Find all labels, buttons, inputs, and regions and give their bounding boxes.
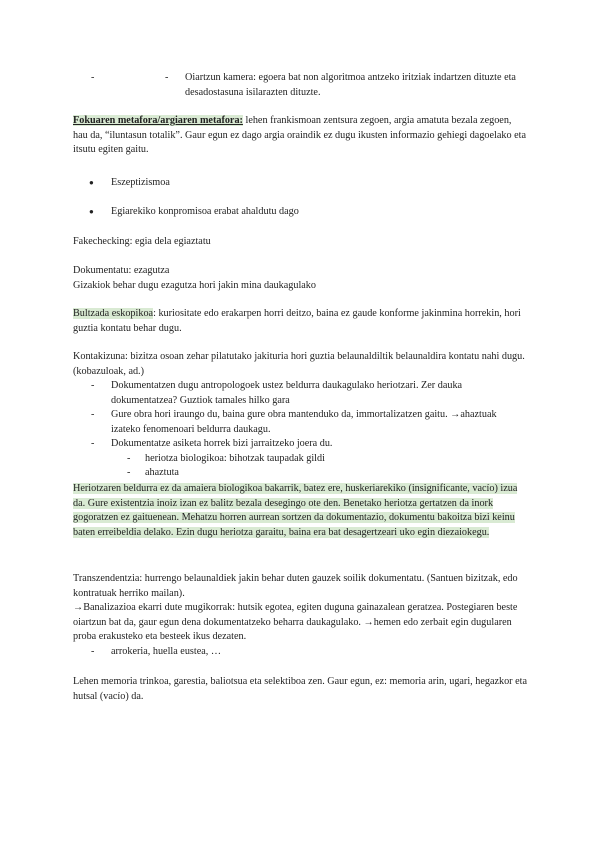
fokua-term: Fokuaren metafora/argiaren metafora: [73,115,243,126]
list-item: - heriotza biologikoa: bihotzak taupadak gildi [73,452,528,467]
bultzada-paragraph [73,307,528,336]
fokua-paragraph [73,114,528,158]
kontakizuna-section: Kontakizuna: bizitza osoan zehar pilatutako jakituria hori guztia belaunaldiltik belaunaldira kontatu nahi dugu. (kobazuloak, ad.) - Dokumentatzen dugu antropologoek ustez beldurra daukagulako heriotzari. Zer dauka dokumentatzea? Guztiok tamales hilko gara - Gure obra hori iraungo du, baina gure obra mantenduko da, immortalizatzen gaitu. →ahaztuak izateko fenomenoari beldurra daukagu. - Dokumentatze asiketa horrek bizi jarraitzeko joera du. - heriotza biologikoa: bihotzak taupadak gildi - ahaztuta [73,350,528,481]
bultzada-text: : kuriositate edo erakarpen horri deitzo, baina ez gaude konforme jakinmina horrekin, hori guztia kontatu behar dugu. [73,308,521,334]
list-item: ● Eszeptizismoa [73,176,528,191]
list-item: - Gure obra hori iraungo du, baina gure obra mantenduko da, immortalizatzen gaitu. →ahaztuak izateko fenomenoari beldurra daukagu. [73,408,528,437]
list-item: - Dokumentatze asiketa horrek bizi jarraitzeko joera du. [73,437,528,452]
top-dash-list [73,71,528,100]
memoria-paragraph: Lehen memoria trinkoa, garestia, baliotsua eta selektiboa zen. Gaur egun, ez: memoria arin, ugari, hegazkor eta hutsal (vacío) da. [73,676,528,702]
fokua-text: lehen frankismoan zentsura zegoen, argia amatuta bezala zegoen, hau da, “iluntasun totalik”. Gaur egun ez dago argia oraindik ez dugu ikusten informazio gehiegi dagoelako eta itsutu egiten gaitu. [73,115,527,155]
list-item: ● Egiarekiko konpromisoa erabat ahaldutu dago [73,205,528,220]
list-item: - - Oiartzun kamera: egoera bat non algoritmoa antzeko iritziak indartzen dituzte eta desadostasuna isilarazten dituzte. [73,71,528,100]
transzendentzia-section: Transzendentzia: hurrengo belaunaldiek jakin behar duten gauzek soilik dokumentatu. (Santuen bizitzak, edo kontratuak herriko mailan). →Banalizazioa ekarri dute mugikorrak: hutsik egotea, egiten duguna gainazalean geratzea. Postegiaren beste oiartzun bat da, gaur egun dena dokumentatzeko beharra daukagulako. →hemen edo zerbait egin dugularen proba erakusteko eta besteek ikus dezaten. - arrokeria, huella eustea, … [73,572,528,659]
fakechecking-line: Fakechecking: egia dela egiaztatu [73,236,211,247]
list-item: - arrokeria, huella eustea, … [73,645,528,660]
dokumentatu-paragraph: Dokumentatu: ezagutza Gizakiok behar dugu ezagutza hori jakin mina daukagulako [73,265,316,291]
bultzada-term: Bultzada eskopikoa [73,308,154,319]
list-item: - ahaztuta [73,466,528,481]
heriotza-highlight-paragraph: Heriotzaren beldurra ez da amaiera biologikoa bakarrik, batez ere, huskeriarekiko (insignificante, vacío) izua da. Gure existentzia inoiz izan ez balitz bezala desegingo ote den. Benetako heriotza gertatzen da inork gogoratzen ez gaituenean. Mehatzu horren aurrean sortzen da dokumentazio, dokumentu bakoitza bizi keinu baten erreibeldia delako. Ezin dugu heriotza garaitu, baina era bat desagertzeari uko egin diezaiokegu. [73,483,518,538]
bullet-list [73,176,528,219]
list-item: - Dokumentatzen dugu antropologoek ustez beldurra daukagulako heriotzari. Zer dauka dokumentatzea? Guztiok tamales hilko gara [73,379,528,408]
